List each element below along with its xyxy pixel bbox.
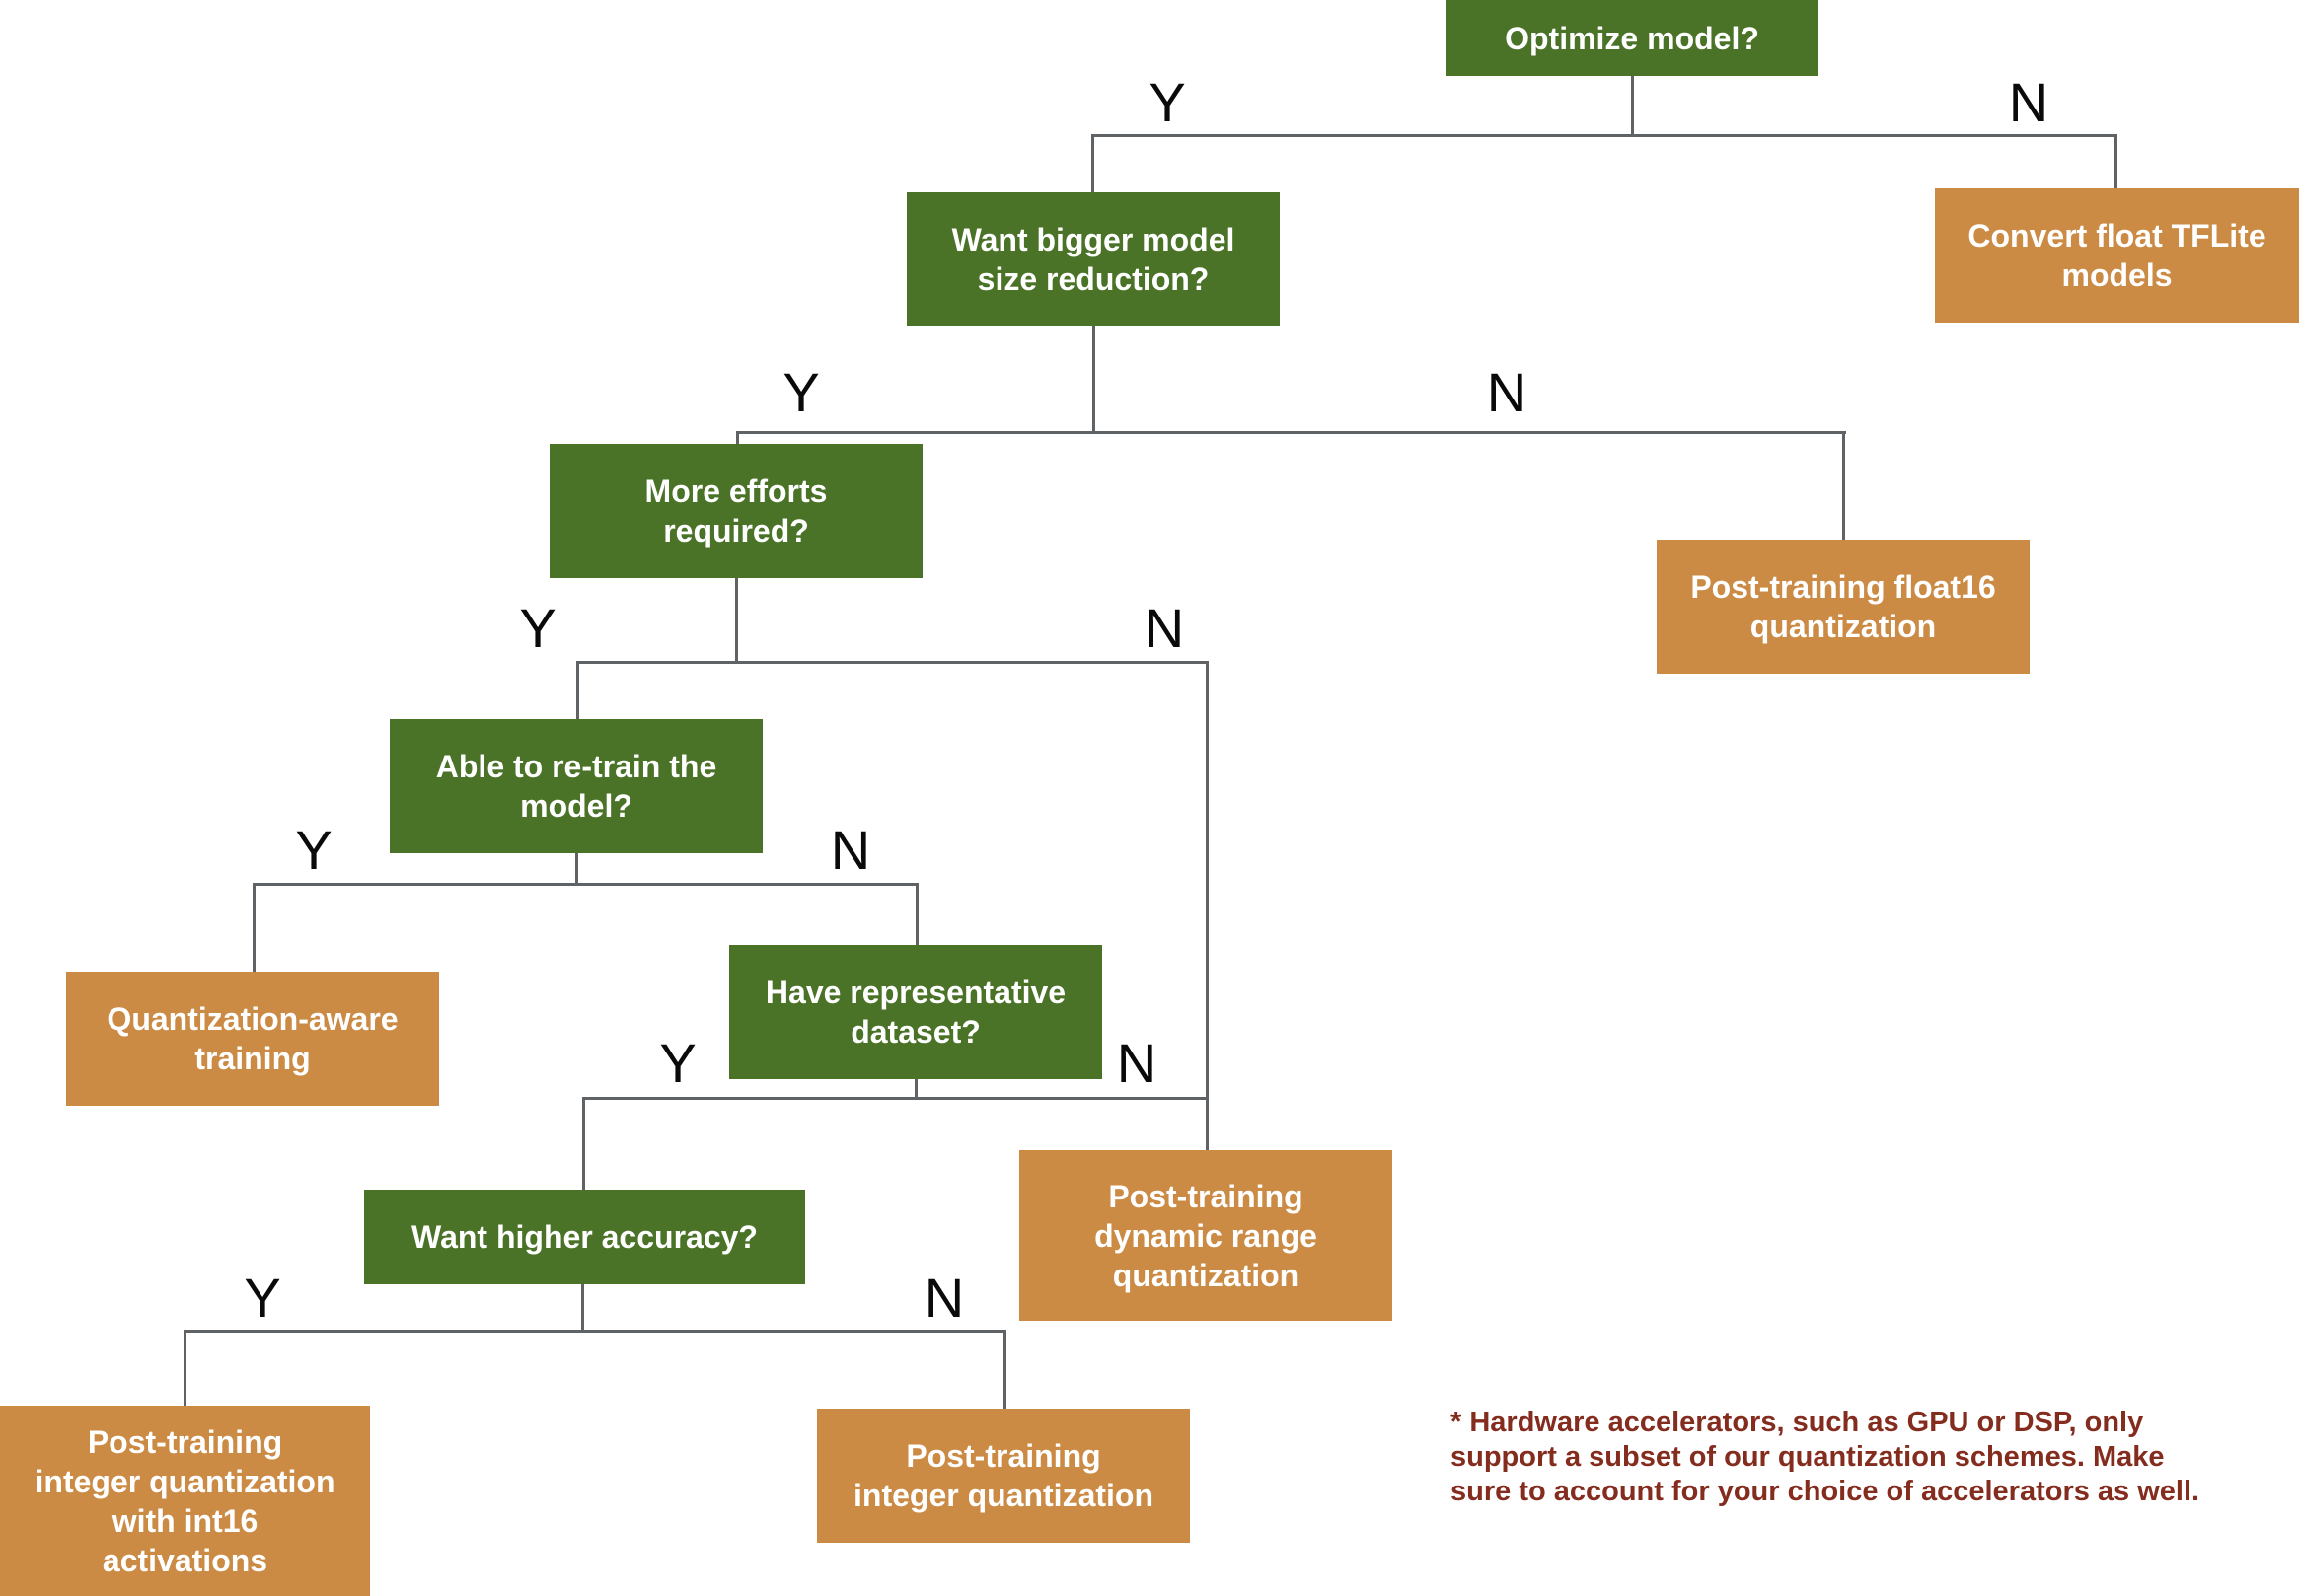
connector-level2-yes-drop — [736, 431, 739, 444]
branch-label-yes-level5: Y — [659, 1032, 697, 1094]
connector-level3-yes-drop — [576, 661, 579, 719]
node-optimize-model-label: Optimize model? — [1505, 20, 1759, 56]
node-want-higher-accuracy — [364, 1190, 805, 1284]
node-integer-quantization-label: Post-training integer quantization — [853, 1438, 1153, 1513]
connector-level4-no-drop — [916, 883, 919, 945]
node-have-representative-dataset-label: Have representative dataset? — [765, 975, 1067, 1050]
footnote-line-1: * Hardware accelerators, such as GPU or DSP, only — [1450, 1407, 2144, 1438]
node-more-efforts-label: More efforts required? — [644, 473, 828, 548]
connector-optimize-drop — [1631, 76, 1634, 134]
node-float16-quantization — [1657, 540, 2030, 674]
node-convert-float-tflite — [1935, 188, 2299, 323]
connector-level2-no-drop — [1842, 431, 1845, 540]
node-more-efforts — [550, 444, 923, 578]
node-int16-integer-quantization — [0, 1406, 370, 1596]
node-want-bigger-reduction-label: Want bigger model size reduction? — [951, 222, 1235, 297]
node-quantization-aware-training-label: Quantization-aware training — [107, 1001, 399, 1076]
connector-wantbigger-drop — [1092, 326, 1095, 431]
connector-level3-horizontal — [576, 661, 1209, 664]
node-float16-quantization-label: Post-training float16 quantization — [1690, 569, 1996, 644]
node-able-retrain — [390, 719, 763, 853]
node-integer-quantization — [817, 1409, 1190, 1543]
branch-label-no-level5: N — [1116, 1032, 1157, 1094]
connector-level5-horizontal — [582, 1097, 1209, 1100]
connector-level4-yes-drop — [253, 883, 256, 972]
connector-level6-no-drop — [1003, 1330, 1006, 1409]
branch-label-no-level1: N — [2008, 71, 2049, 133]
connector-level4-horizontal — [253, 883, 919, 886]
connector-level6-yes-drop — [184, 1330, 186, 1406]
connector-level3-no-long-drop — [1206, 661, 1209, 1150]
branch-label-yes-level6: Y — [244, 1267, 281, 1329]
node-dynamic-range-quantization — [1019, 1150, 1392, 1321]
branch-label-no-level3: N — [1144, 597, 1185, 659]
branch-label-yes-level1: Y — [1149, 71, 1186, 133]
branch-label-no-level2: N — [1486, 361, 1527, 423]
node-convert-float-tflite-label: Convert float TFLite models — [1967, 218, 2266, 293]
node-have-representative-dataset — [729, 945, 1102, 1079]
connector-level1-no-drop — [2114, 134, 2117, 188]
connector-abletrain-drop — [575, 853, 578, 883]
node-quantization-aware-training — [66, 972, 439, 1106]
branch-label-no-level6: N — [924, 1267, 965, 1329]
connector-level2-horizontal — [736, 431, 1846, 434]
connector-wantaccuracy-drop — [581, 1284, 584, 1330]
footnote-line-3: sure to account for your choice of accelerators as well. — [1450, 1476, 2200, 1507]
connector-havedataset-drop — [915, 1079, 918, 1097]
connector-level1-yes-drop — [1091, 134, 1094, 192]
branch-label-yes-level3: Y — [519, 597, 556, 659]
connector-level5-yes-drop — [582, 1097, 585, 1190]
connector-level1-horizontal — [1091, 134, 2117, 137]
node-dynamic-range-quantization-label: Post-training dynamic range quantization — [1094, 1178, 1317, 1293]
node-want-higher-accuracy-label: Want higher accuracy? — [411, 1219, 758, 1255]
footnote-line-2: support a subset of our quantization schemes. Make — [1450, 1441, 2165, 1473]
branch-label-yes-level2: Y — [782, 361, 820, 423]
node-want-bigger-reduction — [907, 192, 1280, 326]
connector-moreefforts-drop — [735, 578, 738, 661]
branch-label-no-level4: N — [830, 819, 871, 881]
connector-level6-horizontal — [184, 1330, 1006, 1333]
node-optimize-model — [1446, 0, 1818, 76]
branch-label-yes-level4: Y — [295, 819, 333, 881]
node-int16-integer-quantization-label: Post-training integer quantization with int16 activations — [35, 1423, 335, 1578]
node-able-retrain-label: Able to re-train the model? — [435, 749, 717, 824]
hardware-accelerators-footnote — [1450, 1406, 2279, 1509]
